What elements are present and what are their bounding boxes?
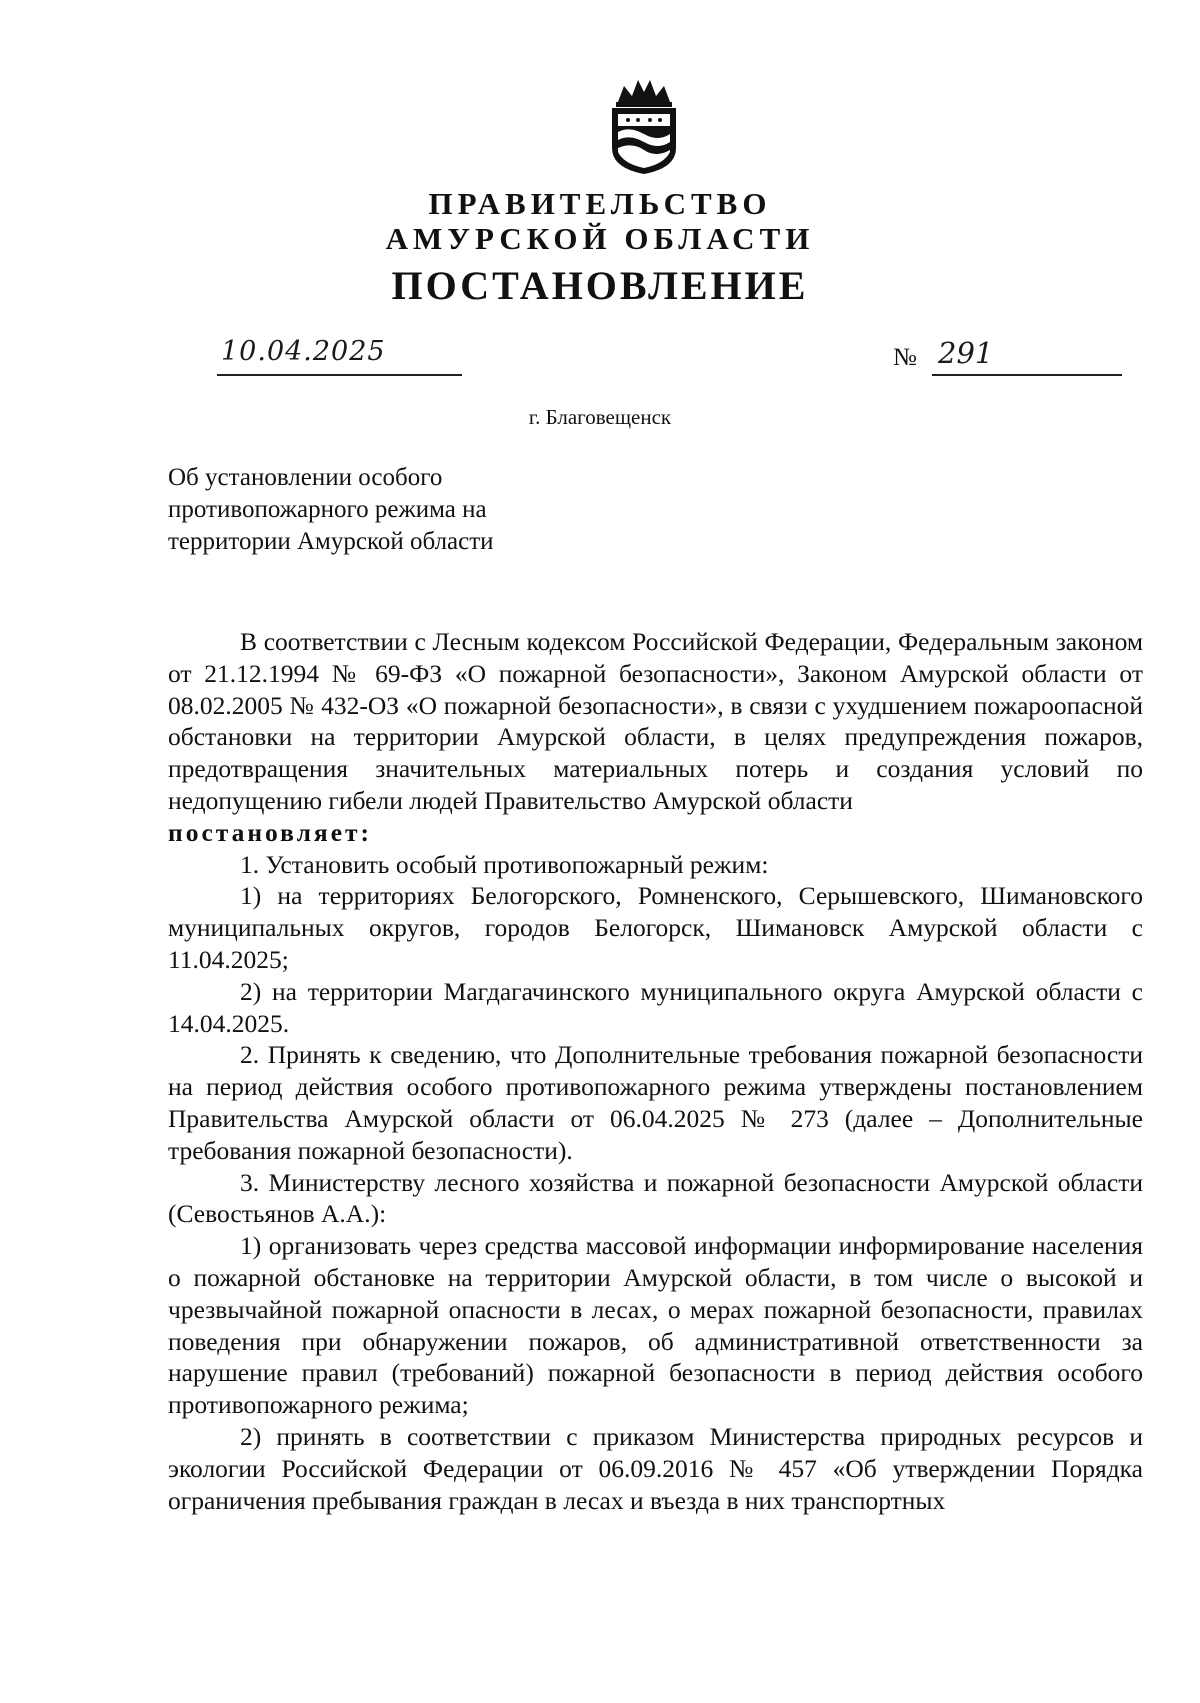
number-field [932, 336, 1122, 376]
amur-coat-of-arms-icon [604, 72, 684, 176]
number-sign: № [893, 344, 917, 371]
clause-2: 2. Принять к сведению, что Дополнительные требования пожарной безопасности на период действия особого противопожарного режима утверждены постановлением Правительства Амурской области от 06.04.2025 № 273 (далее – Дополнительные требования пожарной безопасности). [168, 1040, 1143, 1165]
resolves-keyword: постановляет: [168, 817, 373, 847]
clause-1-2: 2) на территории Магдагачинского муниципального округа Амурской области с 14.04.2025. [168, 976, 1143, 1038]
clause-1: 1. Установить особый противопожарный режим: [240, 849, 769, 879]
document-type-heading: ПОСТАНОВЛЕНИЕ [391, 263, 809, 308]
subject-line: противопожарного режима на [168, 496, 487, 523]
subject-line: территории Амурской области [168, 528, 494, 555]
handwritten-number: 291 [938, 336, 994, 370]
government-heading: ПРАВИТЕЛЬСТВО [428, 186, 772, 221]
clause-3: 3. Министерству лесного хозяйства и пожарной безопасности Амурской области (Севостьянов А.А.): [168, 1167, 1143, 1229]
handwritten-date: 10.04.2025 [221, 336, 386, 367]
clause-1-1: 1) на территориях Белогорского, Ромненского, Серышевского, Шимановского муниципальных округов, городов Белогорск, Шимановск Амурской области с 11.04.2025; [168, 881, 1143, 974]
document-body [168, 626, 1143, 1516]
clause-3-1: 1) организовать через средства массовой информации информирование населения о пожарной обстановке на территории Амурской области, в том числе о высокой и чрезвычайной пожарной опасности в лесах, о мерах пожарной безопасности, правилах поведения при обнаружении пожаров, об административной ответственности за нарушение правил (требований) пожарной безопасности в период действия особого противопожарного режима; [168, 1231, 1143, 1420]
date-field [217, 334, 462, 376]
region-heading: АМУРСКОЙ ОБЛАСТИ [385, 221, 815, 256]
clause-3-2: 2) принять в соответствии с приказом Министерства природных ресурсов и экологии Российской Федерации от 06.09.2016 № 457 «Об утверждении Порядка ограничения пребывания граждан в лесах и въезда в них транспортных [168, 1421, 1143, 1515]
subject-line: Об установлении особого [168, 464, 443, 491]
preamble-paragraph: В соответствии с Лесным кодексом Российской Федерации, Федеральным законом от 21.12.1994 № 69-ФЗ «О пожарной безопасности», Законом Амурской области от 08.02.2005 № 432-ОЗ «О пожарной безопасности», в связи с ухудшением пожароопасной обстановки на территории Амурской области, в целях предупреждения пожаров, предотвращения значительных материальных потерь и создания условий по недопущению гибели людей Правительство Амурской области [168, 627, 1143, 815]
document-subject [168, 462, 728, 558]
city-line: г. Благовещенск [528, 405, 672, 429]
